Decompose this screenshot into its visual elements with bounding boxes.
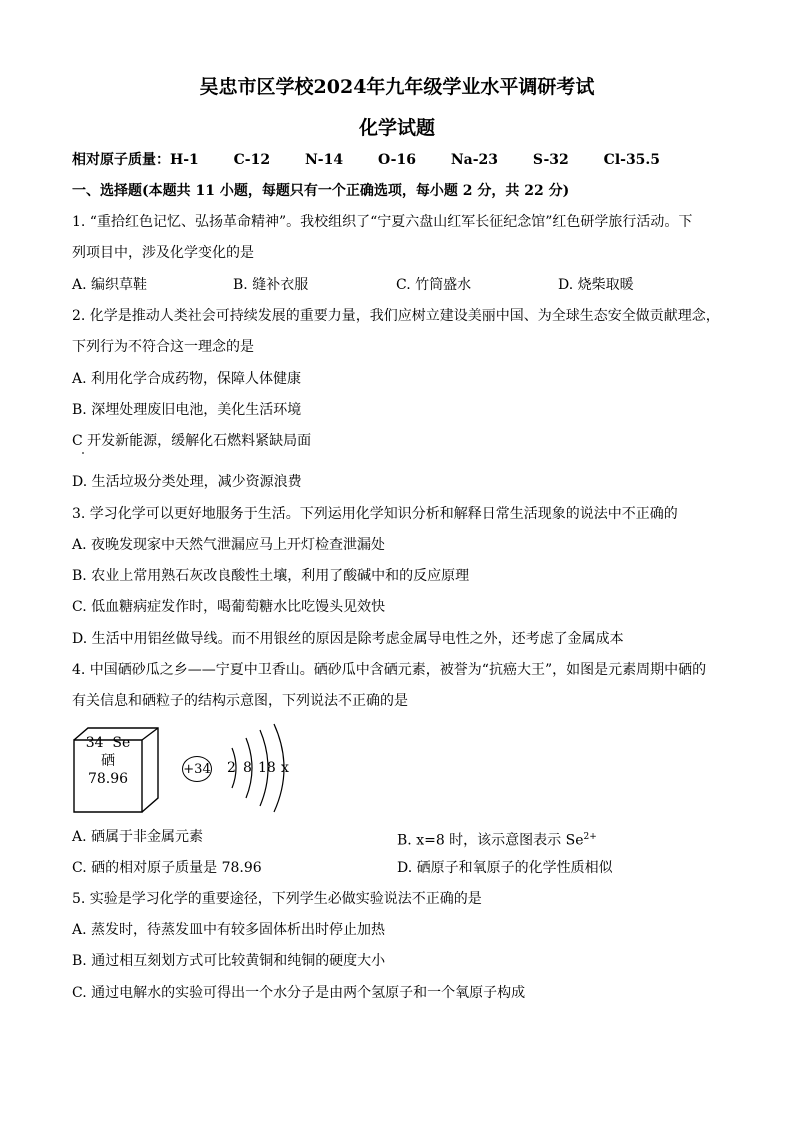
stray-dot bbox=[82, 452, 84, 454]
atomic-masses bbox=[72, 151, 690, 169]
section-heading: 一、选择题(本题共 11 小题，每题只有一个正确选项，每小题 2 分，共 22 分) bbox=[72, 183, 570, 199]
atomic-mass-item: S-32 bbox=[532, 152, 569, 168]
relative-atomic-mass: 78.96 bbox=[87, 771, 129, 787]
element-card-text bbox=[76, 734, 140, 788]
exam-subtitle: 化学试题 bbox=[358, 117, 435, 139]
q4-option-d: D. 硒原子和氧原子的化学性质相似 bbox=[397, 860, 613, 876]
shell-electrons-3: 18 bbox=[258, 760, 276, 776]
element-card bbox=[72, 726, 164, 814]
atomic-mass-item: Na-23 bbox=[450, 152, 498, 168]
shell-electrons-1: 2 bbox=[227, 760, 236, 776]
q1-option-a: A. 编织草鞋 bbox=[72, 277, 148, 293]
q2-option-d: D. 生活垃圾分类处理，减少资源浪费 bbox=[72, 474, 302, 490]
element-name: 硒 bbox=[101, 753, 115, 769]
exam-title: 吴忠市区学校2024年九年级学业水平调研考试 bbox=[199, 76, 595, 98]
q2-option-a: A. 利用化学合成药物，保障人体健康 bbox=[72, 371, 302, 387]
question-3-line-1: 3. 学习化学可以更好地服务于生活。下列运用化学知识分析和解释日常生活现象的说法中不正确的 bbox=[72, 506, 678, 522]
q4-option-a: A. 硒属于非金属元素 bbox=[72, 829, 204, 845]
q1-option-c: C. 竹筒盛水 bbox=[396, 277, 472, 293]
q4-option-b bbox=[397, 828, 597, 850]
q5-option-b: B. 通过相互刻划方式可比较黄铜和纯铜的硬度大小 bbox=[72, 953, 386, 969]
q3-option-c: C. 低血糖病症发作时，喝葡萄糖水比吃馒头见效快 bbox=[72, 599, 386, 615]
q1-option-b: B. 缝补衣服 bbox=[233, 277, 309, 293]
q3-option-d: D. 生活中用铝丝做导线。而不用银丝的原因是除考虑金属导电性之外，还考虑了金属成本 bbox=[72, 631, 624, 647]
atomic-mass-item: N-14 bbox=[304, 152, 344, 168]
atomic-mass-item: Cl-35.5 bbox=[603, 152, 661, 168]
question-1-line-1: 1. “重拾红色记忆、弘扬革命精神”。我校组织了“宁夏六盘山红军长征纪念馆”红色研学旅行活动。下 bbox=[72, 214, 693, 230]
question-1-line-2: 列项目中，涉及化学变化的是 bbox=[72, 245, 254, 261]
element-symbol: Se bbox=[112, 735, 131, 751]
atomic-masses-label: 相对原子质量：H-1 bbox=[72, 152, 199, 168]
q3-option-a: A. 夜晚发现家中天然气泄漏应马上开灯检查泄漏处 bbox=[72, 537, 386, 553]
question-4-line-1: 4. 中国硒砂瓜之乡——宁夏中卫香山。硒砂瓜中含硒元素，被誉为“抗癌大王”，如图是元素周期中硒的 bbox=[72, 662, 707, 678]
nucleus-circle: +34 bbox=[182, 756, 212, 782]
q1-option-d: D. 烧柴取暖 bbox=[558, 277, 634, 293]
shell-electrons-2: 8 bbox=[243, 760, 252, 776]
q4-option-b-charge: 2+ bbox=[583, 832, 597, 842]
atomic-number: 34 bbox=[85, 735, 104, 751]
q3-option-b: B. 农业上常用熟石灰改良酸性土壤，利用了酸碱中和的反应原理 bbox=[72, 568, 470, 584]
shell-electrons-4: x bbox=[281, 760, 289, 776]
question-2-line-2: 下列行为不符合这一理念的是 bbox=[72, 339, 254, 355]
question-5-line-1: 5. 实验是学习化学的重要途径，下列学生必做实验说法不正确的是 bbox=[72, 891, 482, 907]
q5-option-a: A. 蒸发时，待蒸发皿中有较多固体析出时停止加热 bbox=[72, 922, 386, 938]
question-4-line-2: 有关信息和硒粒子的结构示意图，下列说法不正确的是 bbox=[72, 693, 408, 709]
q4-option-c: C. 硒的相对原子质量是 78.96 bbox=[72, 860, 262, 876]
q5-option-c: C. 通过电解水的实验可得出一个水分子是由两个氢原子和一个氧原子构成 bbox=[72, 985, 526, 1001]
atomic-mass-item: O-16 bbox=[377, 152, 416, 168]
q2-option-b: B. 深埋处理废旧电池，美化生活环境 bbox=[72, 402, 302, 418]
atomic-mass-item: C-12 bbox=[233, 152, 271, 168]
question-2-line-1: 2. 化学是推动人类社会可持续发展的重要力量，我们应树立建设美丽中国、为全球生态安全做贡献理念， bbox=[72, 308, 720, 324]
q2-option-c: C 开发新能源，缓解化石燃料紧缺局面 bbox=[72, 433, 312, 449]
q4-option-b-text: B. x=8 时，该示意图表示 Se bbox=[397, 832, 584, 849]
